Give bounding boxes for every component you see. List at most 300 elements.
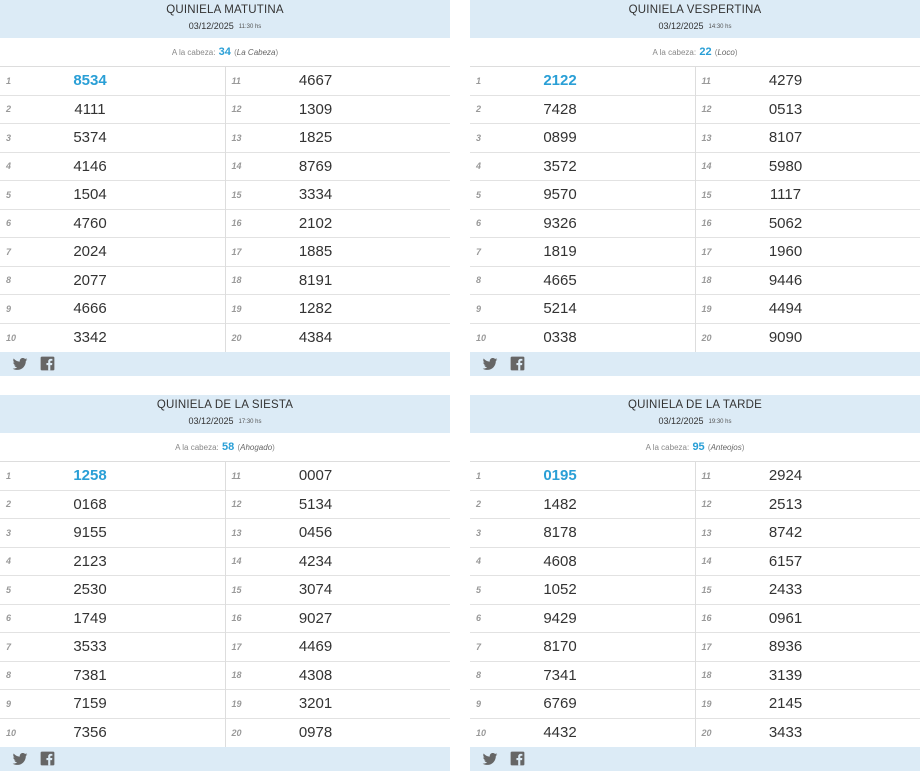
result-row [0, 324, 225, 353]
result-row [226, 295, 451, 324]
result-position: 10 [6, 332, 17, 343]
result-number: 7341 [543, 666, 577, 684]
result-number: 1504 [73, 186, 107, 204]
result-position: 14 [231, 556, 242, 567]
result-number: 3572 [543, 157, 577, 175]
result-row [696, 605, 920, 634]
result-row [696, 67, 920, 96]
draw-title: QUINIELA VESPERTINA [628, 4, 762, 16]
result-row [696, 324, 920, 353]
results-grid [0, 67, 450, 352]
result-position: 8 [6, 275, 12, 286]
head-summary: A la cabeza: 95 (Anteojos) [470, 433, 920, 462]
result-row [470, 267, 695, 296]
result-number: 0899 [543, 129, 577, 147]
results-column [470, 67, 695, 352]
result-position: 7 [6, 641, 12, 652]
result-position: 1 [476, 470, 482, 481]
result-position: 12 [231, 104, 242, 115]
result-position: 19 [701, 698, 712, 709]
result-row [696, 491, 920, 520]
result-number: 3342 [73, 329, 107, 347]
result-row [226, 605, 451, 634]
result-position: 5 [476, 584, 482, 595]
result-number: 4760 [73, 214, 107, 232]
result-number: 9429 [543, 609, 577, 627]
result-position: 9 [476, 698, 482, 709]
result-number: 6157 [768, 552, 803, 570]
result-position: 10 [476, 332, 487, 343]
result-row [0, 719, 225, 748]
result-number: 3201 [298, 695, 333, 713]
result-position: 7 [476, 246, 482, 257]
result-position: 7 [6, 246, 12, 257]
result-position: 12 [701, 499, 712, 510]
result-row [226, 633, 451, 662]
result-number: 3533 [73, 638, 107, 656]
result-position: 11 [231, 75, 241, 86]
result-row [696, 633, 920, 662]
result-position: 5 [476, 189, 482, 200]
result-row [0, 690, 225, 719]
result-number: 8178 [543, 524, 577, 542]
result-row [226, 67, 451, 96]
result-position: 18 [231, 670, 242, 681]
result-row [696, 519, 920, 548]
result-number: 2924 [768, 467, 803, 485]
facebook-icon[interactable] [40, 356, 56, 372]
result-position: 3 [6, 527, 12, 538]
result-position: 2 [6, 104, 12, 115]
result-position: 16 [701, 218, 712, 229]
draw-panel [470, 395, 920, 771]
head-summary: A la cabeza: 22 (Loco) [470, 38, 920, 67]
result-row [226, 462, 451, 491]
result-row [0, 548, 225, 577]
draw-datetime [470, 20, 920, 33]
result-row [470, 181, 695, 210]
result-number: 9090 [768, 329, 803, 347]
result-position: 17 [701, 641, 712, 652]
result-row [226, 267, 451, 296]
result-position: 4 [6, 556, 12, 567]
results-column [470, 462, 695, 747]
result-number: 0978 [298, 724, 333, 742]
result-row [470, 719, 695, 748]
result-row [0, 96, 225, 125]
result-position: 9 [476, 303, 482, 314]
result-row [696, 238, 920, 267]
draw-date: 03/12/2025 [658, 416, 704, 426]
result-position: 17 [231, 246, 242, 257]
result-number: 0456 [298, 524, 333, 542]
result-number: 2122 [543, 72, 577, 90]
result-number: 2433 [768, 581, 803, 599]
result-number: 4494 [768, 300, 803, 318]
result-number: 8191 [298, 271, 333, 289]
results-column [0, 462, 225, 747]
result-number: 9155 [73, 524, 107, 542]
result-number: 8769 [298, 157, 333, 175]
result-position: 8 [476, 670, 482, 681]
head-meaning: La Cabeza [236, 48, 276, 57]
draw-date: 03/12/2025 [188, 21, 234, 31]
result-position: 6 [6, 218, 12, 229]
result-row [470, 324, 695, 353]
result-position: 3 [476, 527, 482, 538]
result-number: 5214 [543, 300, 577, 318]
result-position: 2 [476, 499, 482, 510]
result-row [226, 210, 451, 239]
results-column [225, 462, 451, 747]
result-row [696, 295, 920, 324]
results-grid [470, 67, 920, 352]
results-grid [0, 462, 450, 747]
result-row [470, 153, 695, 182]
result-position: 6 [476, 613, 482, 624]
result-row [226, 491, 451, 520]
result-number: 1258 [73, 467, 107, 485]
result-position: 3 [6, 132, 12, 143]
result-position: 15 [701, 584, 712, 595]
result-position: 9 [6, 698, 12, 709]
result-row [470, 519, 695, 548]
result-number: 4666 [73, 300, 107, 318]
result-row [696, 181, 920, 210]
head-number: 34 [218, 46, 231, 58]
result-position: 19 [701, 303, 712, 314]
draw-time: 19:30 hs [708, 419, 732, 425]
results-column [225, 67, 451, 352]
result-row [470, 576, 695, 605]
result-row [696, 662, 920, 691]
result-number: 7381 [73, 666, 107, 684]
twitter-icon[interactable] [482, 356, 498, 372]
result-position: 20 [231, 727, 242, 738]
result-row [470, 67, 695, 96]
result-row [0, 181, 225, 210]
result-position: 20 [231, 332, 242, 343]
result-row [470, 96, 695, 125]
result-row [0, 662, 225, 691]
result-number: 5062 [768, 214, 803, 232]
result-position: 9 [6, 303, 12, 314]
result-position: 11 [701, 75, 711, 86]
result-position: 4 [6, 161, 12, 172]
result-position: 12 [231, 499, 242, 510]
result-number: 8936 [768, 638, 803, 656]
result-number: 2530 [73, 581, 107, 599]
result-row [226, 153, 451, 182]
draw-title: QUINIELA DE LA TARDE [628, 399, 762, 411]
result-row [470, 690, 695, 719]
result-number: 4308 [298, 666, 333, 684]
head-number: 95 [692, 441, 705, 453]
result-number: 2077 [73, 271, 107, 289]
result-position: 1 [6, 75, 12, 86]
result-position: 14 [701, 161, 712, 172]
result-number: 4665 [543, 271, 577, 289]
result-row [226, 238, 451, 267]
result-number: 0195 [543, 467, 577, 485]
result-row [226, 519, 451, 548]
result-number: 5134 [298, 495, 333, 513]
draw-datetime [0, 20, 450, 33]
result-number: 7428 [543, 100, 577, 118]
result-row [226, 690, 451, 719]
result-position: 15 [701, 189, 712, 200]
result-number: 4432 [543, 724, 577, 742]
result-row [470, 124, 695, 153]
draw-panel [470, 0, 920, 376]
result-row [696, 462, 920, 491]
result-position: 5 [6, 584, 12, 595]
result-position: 18 [701, 670, 712, 681]
result-number: 8534 [73, 72, 107, 90]
result-row [696, 690, 920, 719]
share-bar [470, 747, 920, 771]
result-position: 6 [6, 613, 12, 624]
result-number: 3074 [298, 581, 333, 599]
head-summary: A la cabeza: 58 (Ahogado) [0, 433, 450, 462]
result-row [696, 576, 920, 605]
head-number: 58 [221, 441, 235, 453]
result-number: 4111 [74, 100, 106, 118]
result-number: 4146 [73, 157, 107, 175]
head-summary: A la cabeza: 34 (La Cabeza) [0, 38, 450, 67]
result-number: 3334 [298, 186, 333, 204]
result-position: 14 [231, 161, 242, 172]
result-row [470, 210, 695, 239]
result-number: 1885 [298, 243, 333, 261]
facebook-icon[interactable] [40, 751, 56, 767]
result-number: 1749 [73, 609, 107, 627]
share-bar [0, 747, 450, 771]
result-number: 1960 [768, 243, 803, 261]
result-number: 5980 [768, 157, 803, 175]
result-position: 10 [6, 727, 17, 738]
result-position: 14 [701, 556, 712, 567]
head-meaning: Ahogado [240, 443, 273, 452]
draw-header [470, 395, 920, 433]
result-row [470, 605, 695, 634]
result-number: 8107 [768, 129, 803, 147]
result-position: 16 [231, 613, 242, 624]
result-position: 20 [701, 332, 712, 343]
result-row [470, 662, 695, 691]
draw-header [0, 395, 450, 433]
head-label: A la cabeza: [171, 48, 216, 57]
result-position: 15 [231, 584, 242, 595]
result-number: 0961 [768, 609, 803, 627]
result-row [0, 124, 225, 153]
result-position: 1 [6, 470, 12, 481]
result-position: 2 [6, 499, 12, 510]
facebook-icon[interactable] [510, 751, 526, 767]
result-row [0, 210, 225, 239]
result-number: 0338 [543, 329, 577, 347]
result-position: 11 [231, 470, 241, 481]
result-row [0, 491, 225, 520]
result-position: 1 [476, 75, 482, 86]
result-row [0, 519, 225, 548]
results-column [0, 67, 225, 352]
result-number: 8742 [768, 524, 803, 542]
result-row [696, 210, 920, 239]
result-position: 5 [6, 189, 12, 200]
draw-datetime [470, 415, 920, 428]
twitter-icon[interactable] [12, 356, 28, 372]
result-number: 6769 [543, 695, 577, 713]
result-number: 1282 [298, 300, 333, 318]
result-number: 2102 [298, 214, 333, 232]
result-position: 16 [231, 218, 242, 229]
result-number: 7356 [73, 724, 107, 742]
result-number: 0168 [73, 495, 107, 513]
result-number: 4469 [298, 638, 333, 656]
draw-time: 17:30 hs [238, 419, 262, 425]
facebook-icon[interactable] [510, 356, 526, 372]
results-column [695, 67, 920, 352]
result-row [0, 153, 225, 182]
result-position: 12 [701, 104, 712, 115]
result-row [226, 324, 451, 353]
result-position: 13 [701, 527, 712, 538]
result-position: 6 [476, 218, 482, 229]
result-position: 13 [231, 132, 242, 143]
result-position: 18 [701, 275, 712, 286]
share-bar [470, 352, 920, 376]
result-row [696, 96, 920, 125]
draw-panel [0, 395, 450, 771]
result-number: 9570 [543, 186, 577, 204]
result-number: 4608 [543, 552, 577, 570]
result-number: 2513 [768, 495, 803, 513]
result-row [226, 181, 451, 210]
result-position: 19 [231, 698, 242, 709]
result-row [470, 238, 695, 267]
result-position: 13 [231, 527, 242, 538]
result-row [696, 153, 920, 182]
result-row [226, 548, 451, 577]
result-row [226, 719, 451, 748]
twitter-icon[interactable] [482, 751, 498, 767]
share-bar [0, 352, 450, 376]
result-number: 4234 [298, 552, 333, 570]
result-position: 17 [231, 641, 242, 652]
result-row [0, 605, 225, 634]
result-row [226, 662, 451, 691]
result-number: 2123 [73, 552, 107, 570]
result-row [470, 491, 695, 520]
result-position: 2 [476, 104, 482, 115]
draw-date: 03/12/2025 [188, 416, 234, 426]
result-row [696, 719, 920, 748]
result-position: 18 [231, 275, 242, 286]
result-number: 9027 [298, 609, 333, 627]
result-row [0, 67, 225, 96]
result-number: 1052 [543, 581, 577, 599]
head-number: 22 [699, 46, 712, 58]
head-label: A la cabeza: [175, 443, 219, 452]
result-row [470, 462, 695, 491]
draw-title: QUINIELA MATUTINA [166, 4, 284, 16]
result-row [0, 295, 225, 324]
result-number: 3139 [768, 666, 803, 684]
result-position: 3 [476, 132, 482, 143]
result-row [696, 124, 920, 153]
results-grid [470, 462, 920, 747]
draw-time: 11:30 hs [238, 24, 262, 30]
result-row [696, 267, 920, 296]
draw-title: QUINIELA DE LA SIESTA [156, 399, 294, 411]
draw-datetime [0, 415, 450, 428]
draw-header [470, 0, 920, 38]
result-row [226, 96, 451, 125]
result-position: 13 [701, 132, 712, 143]
result-number: 9446 [768, 271, 803, 289]
result-number: 3433 [768, 724, 803, 742]
result-row [0, 462, 225, 491]
result-number: 1825 [298, 129, 333, 147]
draw-date: 03/12/2025 [658, 21, 704, 31]
result-position: 15 [231, 189, 242, 200]
head-meaning: Loco [717, 48, 735, 57]
result-number: 7159 [73, 695, 107, 713]
result-position: 16 [701, 613, 712, 624]
results-column [695, 462, 920, 747]
result-row [0, 633, 225, 662]
result-row [470, 633, 695, 662]
result-position: 17 [701, 246, 712, 257]
result-number: 1117 [769, 186, 802, 204]
result-row [0, 267, 225, 296]
result-number: 5374 [73, 129, 107, 147]
result-number: 0007 [298, 467, 333, 485]
result-position: 8 [6, 670, 12, 681]
result-row [0, 576, 225, 605]
result-position: 20 [701, 727, 712, 738]
twitter-icon[interactable] [12, 751, 28, 767]
result-number: 2024 [73, 243, 107, 261]
result-row [0, 238, 225, 267]
head-label: A la cabeza: [652, 48, 697, 57]
result-row [226, 576, 451, 605]
result-number: 1309 [298, 100, 333, 118]
result-number: 1482 [543, 495, 577, 513]
result-number: 8170 [543, 638, 577, 656]
result-row [470, 295, 695, 324]
draw-header [0, 0, 450, 38]
draw-panel [0, 0, 450, 376]
draw-time: 14:30 hs [708, 24, 732, 30]
result-position: 4 [476, 556, 482, 567]
result-number: 4384 [298, 329, 333, 347]
result-row [226, 124, 451, 153]
head-label: A la cabeza: [645, 443, 690, 452]
result-number: 9326 [543, 214, 577, 232]
result-position: 10 [476, 727, 487, 738]
result-number: 1819 [543, 243, 577, 261]
result-row [470, 548, 695, 577]
result-position: 11 [701, 470, 711, 481]
result-number: 4279 [768, 72, 803, 90]
result-position: 8 [476, 275, 482, 286]
result-position: 4 [476, 161, 482, 172]
head-meaning: Anteojos [710, 443, 742, 452]
result-position: 19 [231, 303, 242, 314]
result-number: 4667 [298, 72, 333, 90]
